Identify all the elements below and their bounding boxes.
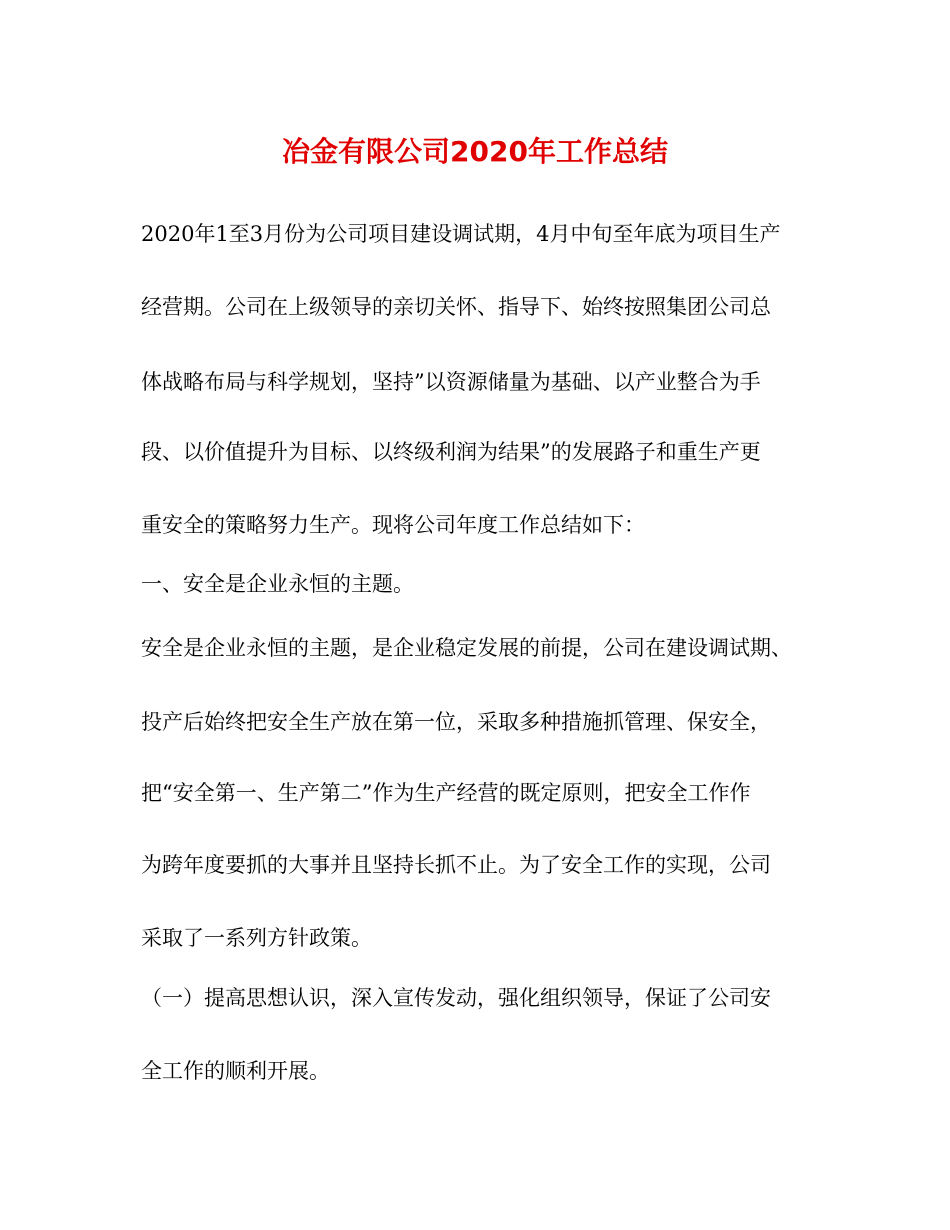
intro-line-4: 段、以价值提升为目标、以终级利润为结果”的发展路子和重生产更 <box>141 440 761 464</box>
section-heading-1: 一、安全是企业永恒的主题。 <box>141 572 414 596</box>
section-1-line-4: 为跨年度要抓的大事并且坚持长抓不止。为了安全工作的实现，公司 <box>141 853 771 877</box>
section-1-line-3: 把“安全第一、生产第二”作为生产经营的既定原则，把安全工作作 <box>141 781 751 805</box>
document-title: 冶金有限公司2020年工作总结 <box>282 135 668 168</box>
intro-line-1: 2020年1至3月份为公司项目建设调试期，4月中旬至年底为项目生产 <box>141 222 781 246</box>
section-1-line-5: 采取了一系列方针政策。 <box>141 926 372 950</box>
intro-line-3: 体战略布局与科学规划，坚持”以资源储量为基础、以产业整合为手 <box>141 370 761 394</box>
subsection-heading-1: （一）提高思想认识，深入宣传发动，强化组织领导，保证了公司安 <box>141 986 771 1010</box>
section-1-line-2: 投产后始终把安全生产放在第一位，采取多种措施抓管理、保安全， <box>141 710 771 734</box>
section-1-line-1: 安全是企业永恒的主题，是企业稳定发展的前提，公司在建设调试期、 <box>141 636 792 660</box>
subsection-heading-1-cont: 全工作的顺利开展。 <box>141 1059 330 1083</box>
intro-line-5: 重安全的策略努力生产。现将公司年度工作总结如下： <box>141 513 645 537</box>
intro-line-2: 经营期。公司在上级领导的亲切关怀、指导下、始终按照集团公司总 <box>141 295 771 319</box>
